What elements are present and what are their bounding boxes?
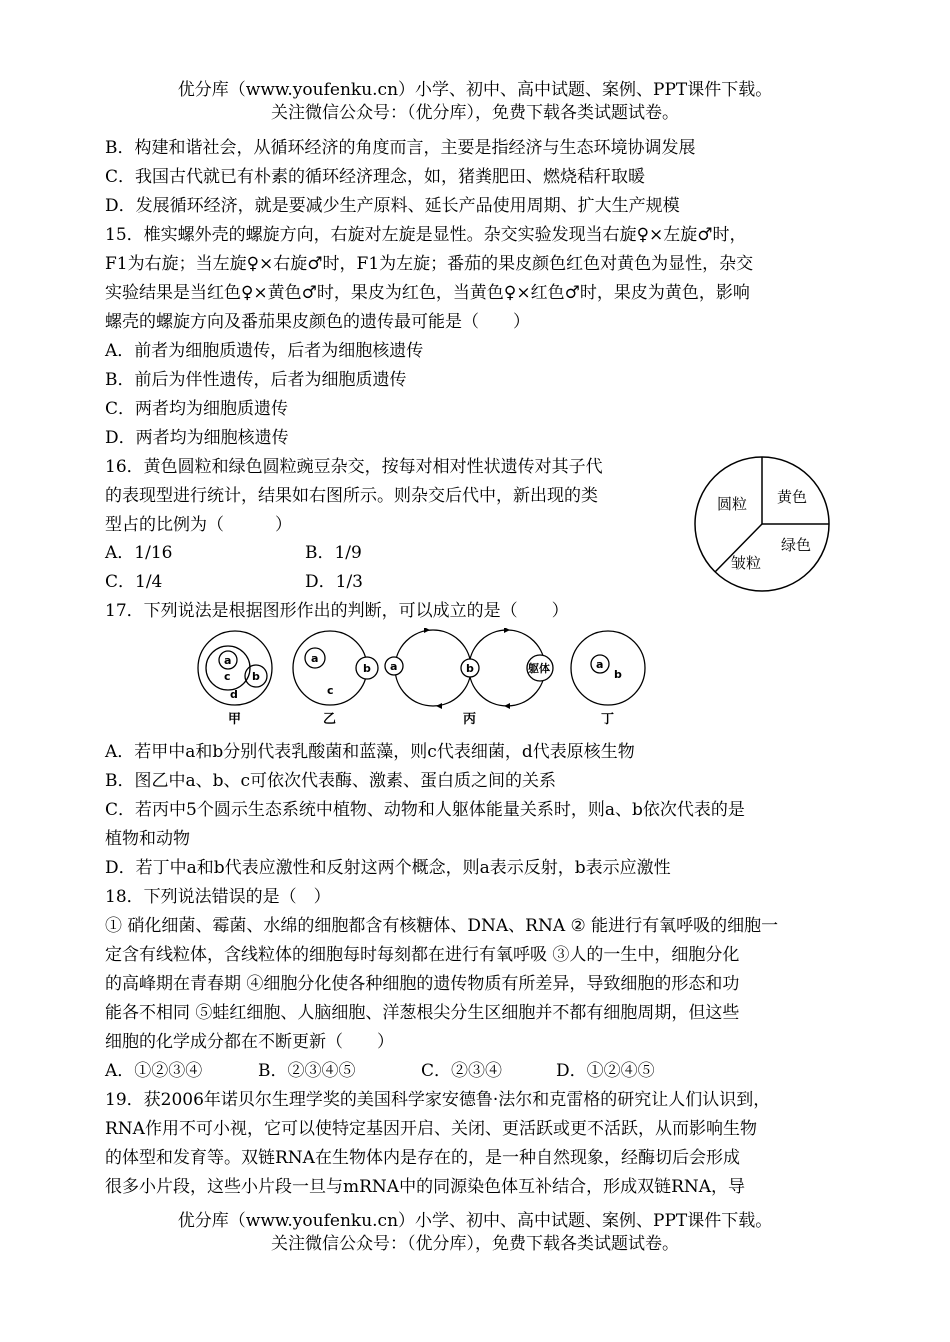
figure-ding bbox=[571, 631, 645, 705]
q16-pie-figure bbox=[690, 452, 838, 600]
figure-jia bbox=[198, 631, 272, 705]
pie-label-zhouli: 皱粒 bbox=[731, 554, 762, 572]
q18-option-b: B．②③④⑤ bbox=[258, 1061, 356, 1081]
figure-yi bbox=[293, 631, 378, 705]
q19-stem-line3: 的体型和发育等。双链RNA在生物体内是存在的，是一种自然现象，经酶切后会形成 bbox=[105, 1148, 740, 1168]
bing-arrow-bottom-left bbox=[436, 703, 442, 709]
jia-c-circle bbox=[206, 646, 250, 690]
page-header-line1: 优分库（www.youfenku.cn）小学、初中、高中试题、案例、PPT课件下载。 bbox=[177, 80, 773, 100]
q18-option-a: A．①②③④ bbox=[105, 1061, 203, 1081]
q14-option-d: D．发展循环经济，就是要减少生产原料、延长产品使用周期、扩大生产规模 bbox=[105, 196, 680, 216]
bing-label-b: b bbox=[466, 662, 474, 675]
pie-label-yuanli: 圆粒 bbox=[717, 495, 748, 513]
caption-yi: 乙 bbox=[323, 712, 337, 727]
q14-option-b: B．构建和谐社会，从循环经济的角度而言，主要是指经济与生态环境协调发展 bbox=[105, 138, 696, 158]
figure-bing bbox=[385, 628, 553, 709]
q15-stem-line3: 实验结果是当红色♀×黄色♂时，果皮为红色，当黄色♀×红色♂时，果皮为黄色，影响 bbox=[105, 283, 750, 303]
q15-stem-line4: 螺壳的螺旋方向及番茄果皮颜色的遗传最可能是（ ） bbox=[105, 312, 530, 332]
q16-option-b: B．1/9 bbox=[305, 543, 362, 563]
caption-ding: 丁 bbox=[601, 712, 615, 727]
page-header-line2: 关注微信公众号：（优分库），免费下载各类试题试卷。 bbox=[271, 103, 679, 123]
q16-stem-line1: 16．黄色圆粒和绿色圆粒豌豆杂交，按每对相对性状遗传对其子代 bbox=[105, 457, 603, 477]
yi-label-a: a bbox=[311, 652, 319, 665]
q17-option-c-line1: C．若丙中5个圆示生态系统中植物、动物和人躯体能量关系时，则a、b依次代表的是 bbox=[105, 800, 745, 820]
q18-stem-line5: 能各不相同 ⑤蛙红细胞、人脑细胞、洋葱根尖分生区细胞并不都有细胞周期，但这些 bbox=[105, 1003, 740, 1023]
yi-label-b: b bbox=[363, 662, 371, 675]
q19-stem-line1: 19．获2006年诺贝尔生理学奖的美国科学家安德鲁·法尔和克雷格的研究让人们认识到， bbox=[105, 1090, 771, 1110]
q18-option-d: D．①②④⑤ bbox=[556, 1061, 655, 1081]
jia-label-a: a bbox=[224, 654, 232, 667]
q15-option-d: D．两者均为细胞核遗传 bbox=[105, 428, 289, 448]
pie-label-huangse: 黄色 bbox=[777, 488, 808, 506]
q16-stem-line2: 的表现型进行统计，结果如右图所示。则杂交后代中，新出现的类 bbox=[105, 486, 598, 506]
q16-option-d: D．1/3 bbox=[305, 572, 363, 592]
q17-stem: 17．下列说法是根据图形作出的判断，可以成立的是（ ） bbox=[105, 601, 569, 621]
q18-stem-line4: 的高峰期在青春期 ④细胞分化使各种细胞的遗传物质有所差异，导致细胞的形态和功 bbox=[105, 974, 740, 994]
q17-option-b: B．图乙中a、b、c可依次代表酶、激素、蛋白质之间的关系 bbox=[105, 771, 557, 791]
bing-arrow-bottom-right bbox=[504, 703, 510, 709]
bing-label-a: a bbox=[390, 660, 398, 673]
jia-label-d: d bbox=[230, 688, 238, 701]
q15-option-b: B．前后为伴性遗传，后者为细胞质遗传 bbox=[105, 370, 407, 390]
jia-label-c: c bbox=[224, 670, 231, 683]
pie-label-lvse: 绿色 bbox=[781, 536, 812, 554]
q16-option-c: C．1/4 bbox=[105, 572, 163, 592]
ding-label-b: b bbox=[614, 668, 622, 681]
q14-option-c: C．我国古代就已有朴素的循环经济理念，如，猪粪肥田、燃烧秸秆取暖 bbox=[105, 167, 646, 187]
q17-option-d: D．若丁中a和b代表应激性和反射这两个概念，则a表示反射，b表示应激性 bbox=[105, 858, 671, 878]
page-footer-line2: 关注微信公众号：（优分库），免费下载各类试题试卷。 bbox=[271, 1234, 679, 1254]
q16-stem-line3: 型占的比例为（ ） bbox=[105, 515, 292, 535]
bing-label-body: 躯体 bbox=[528, 662, 550, 675]
q17-figure bbox=[190, 628, 660, 728]
q15-option-a: A．前者为细胞质遗传，后者为细胞核遗传 bbox=[105, 341, 424, 361]
q18-stem-line2: ① 硝化细菌、霉菌、水绵的细胞都含有核糖体、DNA、RNA ② 能进行有氧呼吸的细胞一 bbox=[105, 916, 779, 936]
yi-label-c: c bbox=[327, 684, 334, 697]
q16-option-a: A．1/16 bbox=[105, 543, 173, 563]
q15-option-c: C．两者均为细胞质遗传 bbox=[105, 399, 289, 419]
q18-stem-line3: 定含有线粒体，含线粒体的细胞每时每刻都在进行有氧呼吸 ③人的一生中，细胞分化 bbox=[105, 945, 740, 965]
q17-option-c-line2: 植物和动物 bbox=[105, 829, 190, 849]
q19-stem-line2: RNA作用不可小视，它可以使特定基因开启、关闭、更活跃或更不活跃，从而影响生物 bbox=[105, 1119, 757, 1139]
jia-label-b: b bbox=[252, 670, 260, 683]
q15-stem-line2: F1为右旋；当左旋♀×右旋♂时，F1为左旋；番茄的果皮颜色红色对黄色为显性，杂交 bbox=[105, 254, 754, 274]
caption-bing: 丙 bbox=[463, 712, 477, 727]
q17-option-a: A．若甲中a和b分别代表乳酸菌和蓝藻，则c代表细菌，d代表原核生物 bbox=[105, 742, 635, 762]
q18-stem-line6: 细胞的化学成分都在不断更新（ ） bbox=[105, 1032, 394, 1052]
q19-stem-line4: 很多小片段，这些小片段一旦与mRNA中的同源染色体互补结合，形成双链RNA，导 bbox=[105, 1177, 746, 1197]
ding-label-a: a bbox=[596, 658, 604, 671]
q15-stem-line1: 15．椎实螺外壳的螺旋方向，右旋对左旋是显性。杂交实验发现当右旋♀×左旋♂时， bbox=[105, 225, 747, 245]
q18-option-c: C．②③④ bbox=[421, 1061, 503, 1081]
caption-jia: 甲 bbox=[228, 712, 242, 727]
bing-left-circle bbox=[395, 630, 471, 706]
page-footer-line1: 优分库（www.youfenku.cn）小学、初中、高中试题、案例、PPT课件下载。 bbox=[177, 1211, 773, 1231]
q18-stem-line1: 18．下列说法错误的是（ ） bbox=[105, 887, 331, 907]
